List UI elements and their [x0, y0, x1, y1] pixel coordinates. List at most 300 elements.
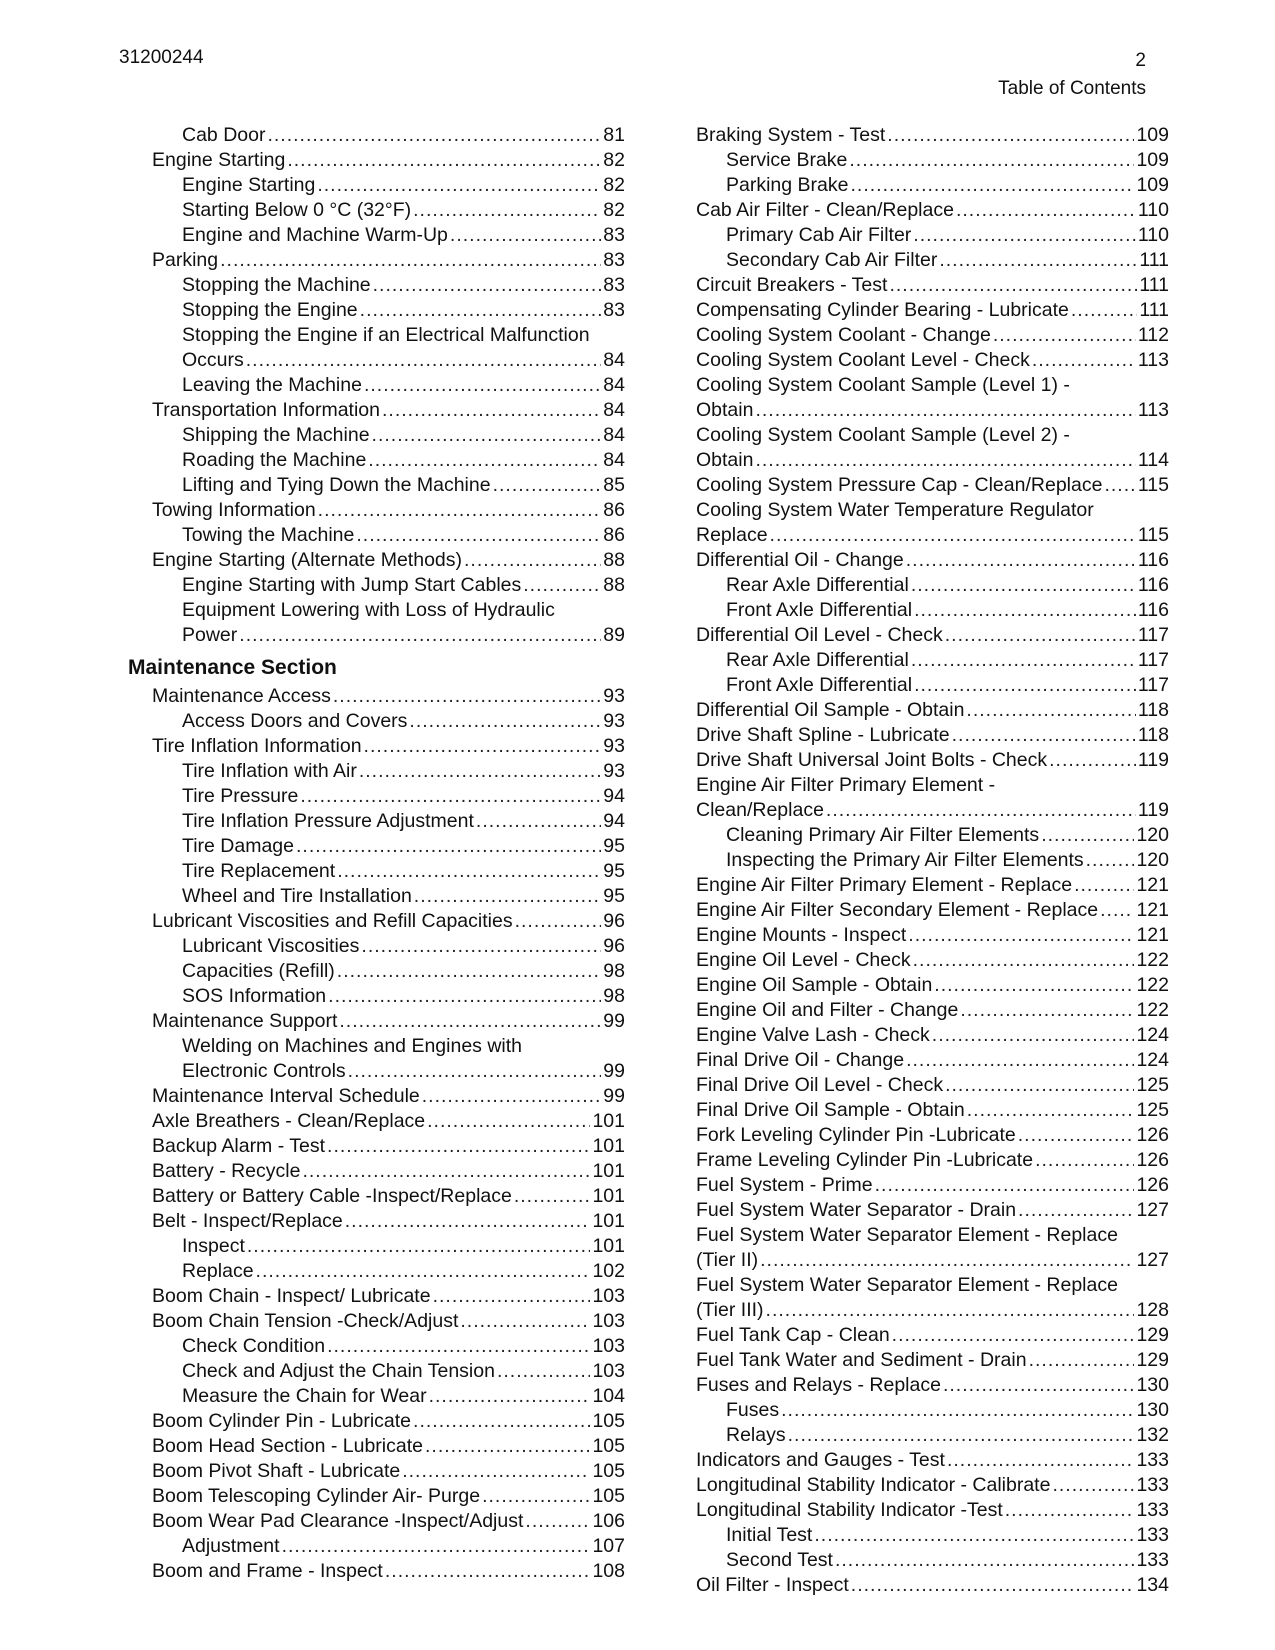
toc-entry-page: 133 [1136, 1499, 1169, 1521]
toc-entry[interactable] [128, 984, 625, 1009]
toc-entry-page: 104 [592, 1385, 625, 1407]
dot-leader [966, 698, 1135, 723]
toc-entry[interactable] [696, 1198, 1169, 1223]
toc-entry-title: Fuel System Water Separator Element - Replace [696, 1224, 1118, 1246]
toc-entry[interactable] [128, 323, 625, 373]
dot-leader [913, 948, 1135, 973]
toc-entry[interactable] [696, 1498, 1169, 1523]
toc-entry-page: 113 [1137, 399, 1169, 421]
dot-leader [781, 1398, 1134, 1423]
toc-entry[interactable] [696, 1123, 1169, 1148]
toc-entry[interactable] [696, 1273, 1169, 1323]
toc-entry[interactable] [128, 959, 625, 984]
toc-entry[interactable] [696, 323, 1169, 348]
dot-leader [247, 1234, 591, 1259]
toc-entry[interactable] [128, 709, 625, 734]
toc-entry[interactable] [128, 1484, 625, 1509]
toc-entry-title: Frame Leveling Cylinder Pin -Lubricate [696, 1149, 1034, 1171]
toc-entry[interactable] [696, 1148, 1169, 1173]
toc-entry[interactable] [696, 1348, 1169, 1373]
toc-entry-page: 109 [1136, 149, 1169, 171]
toc-entry-page: 83 [603, 249, 625, 271]
toc-entry-page: 110 [1137, 199, 1169, 221]
toc-entry[interactable] [696, 998, 1169, 1023]
toc-entry-title: Boom Chain - Inspect/ Lubricate [152, 1285, 431, 1307]
toc-entry[interactable] [696, 173, 1169, 198]
toc-entry[interactable] [128, 498, 625, 523]
toc-entry-title: Starting Below 0 °C (32°F) [182, 199, 412, 221]
toc-entry-page: 126 [1136, 1124, 1169, 1146]
toc-entry-page: 134 [1136, 1574, 1169, 1596]
toc-entry-page: 99 [603, 1010, 625, 1032]
toc-entry[interactable] [128, 148, 625, 173]
toc-entry-page: 110 [1137, 224, 1169, 246]
toc-entry-title: SOS Information [182, 985, 327, 1007]
toc-entry-title-cont: Power [182, 624, 238, 646]
toc-entry-page: 88 [603, 549, 625, 571]
toc-entry[interactable] [696, 873, 1169, 898]
toc-entry-page: 122 [1136, 999, 1169, 1021]
toc-entry-page: 83 [603, 299, 625, 321]
toc-entry[interactable] [128, 423, 625, 448]
toc-entry-title: Cooling System Coolant Sample (Level 2) - [696, 424, 1070, 446]
toc-entry-page: 105 [592, 1460, 625, 1482]
toc-entry[interactable] [696, 498, 1169, 548]
toc-entry-title-cont: (Tier III) [696, 1299, 764, 1321]
dot-leader [770, 523, 1136, 548]
toc-entry-title: Check Condition [182, 1335, 326, 1357]
toc-entry-title: Maintenance Access [152, 685, 331, 707]
toc-entry-title-cont: Occurs [182, 349, 244, 371]
toc-entry[interactable] [128, 1459, 625, 1484]
toc-entry-title: Cooling System Coolant - Change [696, 324, 991, 346]
document-number: 31200244 [119, 47, 204, 68]
toc-entry[interactable] [128, 198, 625, 223]
toc-entry[interactable] [128, 223, 625, 248]
toc-entry[interactable] [696, 1473, 1169, 1498]
toc-entry-title: Fork Leveling Cylinder Pin -Lubricate [696, 1124, 1016, 1146]
toc-entry-page: 98 [603, 960, 625, 982]
dot-leader [892, 1323, 1135, 1348]
toc-entry-page: 102 [592, 1260, 625, 1282]
toc-entry-page: 95 [603, 885, 625, 907]
dot-leader [1100, 898, 1134, 923]
toc-entry[interactable] [696, 273, 1169, 298]
dot-leader [914, 673, 1136, 698]
toc-entry-page: 101 [592, 1210, 625, 1232]
dot-leader [911, 648, 1136, 673]
toc-entry-title-cont: Obtain [696, 399, 754, 421]
toc-entry-title: Tire Inflation Pressure Adjustment [182, 810, 474, 832]
dot-leader [960, 998, 1134, 1023]
toc-entry[interactable] [128, 784, 625, 809]
toc-entry[interactable] [128, 1534, 625, 1559]
toc-entry[interactable] [696, 1173, 1169, 1198]
toc-entry[interactable] [128, 684, 625, 709]
toc-entry-page: 119 [1137, 799, 1169, 821]
dot-leader [296, 834, 601, 859]
toc-entry-title-cont: Clean/Replace [696, 799, 824, 821]
dot-leader [906, 548, 1136, 573]
toc-entry-title: Front Axle Differential [726, 599, 913, 621]
dot-leader [422, 1084, 602, 1109]
toc-entry-page: 103 [592, 1360, 625, 1382]
toc-entry-title: Boom Wear Pad Clearance -Inspect/Adjust [152, 1510, 524, 1532]
dot-leader [908, 923, 1134, 948]
toc-entry-page: 98 [603, 985, 625, 1007]
toc-entry-page: 112 [1137, 324, 1169, 346]
dot-leader [413, 1409, 590, 1434]
toc-entry[interactable] [696, 623, 1169, 648]
toc-entry-page: 124 [1136, 1049, 1169, 1071]
dot-leader [849, 148, 1134, 173]
toc-entry[interactable] [128, 1009, 625, 1034]
toc-entry-page: 82 [603, 174, 625, 196]
toc-entry[interactable] [696, 198, 1169, 223]
toc-entry-title: Belt - Inspect/Replace [152, 1210, 343, 1232]
dot-leader [364, 373, 601, 398]
dot-leader [755, 398, 1135, 423]
toc-entry[interactable] [696, 773, 1169, 823]
toc-entry[interactable] [696, 1098, 1169, 1123]
toc-entry[interactable] [128, 273, 625, 298]
toc-entry[interactable] [696, 698, 1169, 723]
toc-entry-title: Access Doors and Covers [182, 710, 408, 732]
toc-entry[interactable] [696, 473, 1169, 498]
toc-entry-page: 130 [1136, 1374, 1169, 1396]
toc-entry-page: 133 [1136, 1474, 1169, 1496]
toc-entry-page: 111 [1139, 299, 1169, 321]
toc-entry[interactable] [696, 423, 1169, 473]
toc-entry-page: 82 [603, 149, 625, 171]
dot-leader [372, 423, 602, 448]
toc-entry[interactable] [128, 1334, 625, 1359]
toc-entry-title: Battery - Recycle [152, 1160, 301, 1182]
toc-entry[interactable] [128, 373, 625, 398]
toc-entry-page: 125 [1136, 1074, 1169, 1096]
dot-leader [368, 448, 601, 473]
toc-entry[interactable] [128, 759, 625, 784]
toc-entry[interactable] [696, 1223, 1169, 1273]
toc-entry[interactable] [128, 1284, 625, 1309]
toc-entry[interactable] [696, 1323, 1169, 1348]
toc-entry[interactable] [696, 1373, 1169, 1398]
toc-entry-page: 127 [1136, 1249, 1169, 1271]
toc-entry[interactable] [696, 148, 1169, 173]
dot-leader [460, 1309, 590, 1334]
toc-entry[interactable] [696, 923, 1169, 948]
toc-entry[interactable] [128, 1259, 625, 1284]
toc-entry-title: Second Test [726, 1549, 833, 1571]
toc-entry-page: 93 [603, 760, 625, 782]
dot-leader [851, 1573, 1135, 1598]
toc-entry-page: 118 [1137, 724, 1169, 746]
toc-entry[interactable] [128, 548, 625, 573]
toc-entry-page: 86 [603, 524, 625, 546]
toc-entry[interactable] [696, 748, 1169, 773]
toc-entry[interactable] [696, 1023, 1169, 1048]
dot-leader [760, 1248, 1134, 1273]
toc-entry-title: Drive Shaft Universal Joint Bolts - Check [696, 749, 1048, 771]
toc-entry[interactable] [128, 1384, 625, 1409]
toc-entry[interactable] [128, 298, 625, 323]
toc-entry-page: 117 [1137, 624, 1169, 646]
toc-entry-page: 84 [603, 374, 625, 396]
toc-entry-page: 133 [1136, 1549, 1169, 1571]
toc-entry-title: Cleaning Primary Air Filter Elements [726, 824, 1040, 846]
dot-leader [913, 223, 1136, 248]
toc-entry-title: Cab Air Filter - Clean/Replace [696, 199, 954, 221]
dot-leader [887, 123, 1134, 148]
toc-entry[interactable] [696, 348, 1169, 373]
toc-entry[interactable] [128, 1134, 625, 1159]
dot-leader [956, 198, 1136, 223]
toc-left-column [128, 123, 625, 1584]
toc-entry-page: 89 [603, 624, 625, 646]
toc-entry-title: Boom Chain Tension -Check/Adjust [152, 1310, 459, 1332]
toc-entry[interactable] [696, 548, 1169, 573]
toc-entry-page: 115 [1137, 474, 1169, 496]
toc-entry-page: 103 [592, 1285, 625, 1307]
dot-leader [359, 759, 601, 784]
dot-leader [1104, 473, 1135, 498]
toc-entry[interactable] [128, 398, 625, 423]
toc-entry-title: Fuses [726, 1399, 780, 1421]
dot-leader [755, 448, 1135, 473]
toc-entry[interactable] [128, 1159, 625, 1184]
dot-leader [246, 348, 602, 373]
toc-entry[interactable] [128, 173, 625, 198]
toc-entry[interactable] [696, 573, 1169, 598]
toc-entry-title: Lubricant Viscosities [182, 935, 360, 957]
toc-entry[interactable] [128, 1509, 625, 1534]
toc-entry[interactable] [128, 1084, 625, 1109]
toc-entry-page: 132 [1136, 1424, 1169, 1446]
toc-entry-title: Replace [182, 1260, 254, 1282]
dot-leader [345, 1209, 591, 1234]
toc-entry-page: 84 [603, 449, 625, 471]
toc-entry[interactable] [128, 1434, 625, 1459]
toc-right-column [696, 123, 1169, 1598]
toc-entry-title: Wheel and Tire Installation [182, 885, 412, 907]
toc-entry-page: 83 [603, 224, 625, 246]
toc-entry-title: Rear Axle Differential [726, 649, 909, 671]
toc-list-operation [128, 123, 625, 648]
toc-entry[interactable] [696, 723, 1169, 748]
toc-entry-page: 84 [603, 424, 625, 446]
dot-leader [256, 1259, 591, 1284]
toc-entry[interactable] [696, 248, 1169, 273]
toc-entry-page: 121 [1136, 874, 1169, 896]
toc-entry[interactable] [696, 973, 1169, 998]
toc-entry[interactable] [128, 859, 625, 884]
toc-entry-title: Backup Alarm - Test [152, 1135, 326, 1157]
toc-entry[interactable] [128, 1409, 625, 1434]
toc-entry-title: Initial Test [726, 1524, 813, 1546]
toc-entry-title: Compensating Cylinder Bearing - Lubricate [696, 299, 1069, 321]
toc-entry[interactable] [696, 223, 1169, 248]
dot-leader [1035, 1148, 1134, 1173]
toc-entry-page: 119 [1137, 749, 1169, 771]
toc-entry-title: Engine Starting [182, 174, 316, 196]
toc-entry[interactable] [696, 648, 1169, 673]
toc-entry[interactable] [128, 523, 625, 548]
toc-entry-page: 128 [1136, 1299, 1169, 1321]
dot-leader [945, 623, 1136, 648]
dot-leader [333, 684, 601, 709]
toc-entry[interactable] [128, 1559, 625, 1584]
toc-entry-title: Maintenance Interval Schedule [152, 1085, 420, 1107]
toc-entry[interactable] [128, 909, 625, 934]
dot-leader [414, 884, 602, 909]
toc-entry-title: Engine Mounts - Inspect [696, 924, 907, 946]
toc-entry-page: 130 [1136, 1399, 1169, 1421]
toc-entry-title: Front Axle Differential [726, 674, 913, 696]
toc-entry[interactable] [696, 1573, 1169, 1598]
toc-entry[interactable] [696, 1548, 1169, 1573]
toc-entry-title: Tire Inflation Information [152, 735, 362, 757]
toc-entry-page: 96 [603, 935, 625, 957]
toc-entry-page: 122 [1136, 974, 1169, 996]
dot-leader [385, 1559, 591, 1584]
dot-leader [932, 1023, 1135, 1048]
toc-entry-page: 107 [592, 1535, 625, 1557]
toc-entry-page: 111 [1139, 274, 1169, 296]
dot-leader [476, 809, 601, 834]
toc-entry[interactable] [128, 834, 625, 859]
dot-leader [515, 909, 602, 934]
toc-entry-title: Stopping the Engine [182, 299, 358, 321]
toc-entry-page: 101 [592, 1235, 625, 1257]
dot-leader [361, 934, 601, 959]
dot-leader [482, 1484, 590, 1509]
toc-entry[interactable] [128, 248, 625, 273]
toc-entry-page: 103 [592, 1335, 625, 1357]
toc-entry-title: Equipment Lowering with Loss of Hydraulic [182, 599, 555, 621]
toc-entry-title: Fuel Tank Water and Sediment - Drain [696, 1349, 1027, 1371]
dot-leader [525, 1509, 590, 1534]
toc-entry-title: Cooling System Pressure Cap - Clean/Replace [696, 474, 1103, 496]
toc-entry-title: Differential Oil - Change [696, 549, 904, 571]
page-header [998, 47, 1146, 103]
toc-entry-title: Longitudinal Stability Indicator - Calibrate [696, 1474, 1051, 1496]
toc-entry-title: Adjustment [182, 1535, 280, 1557]
toc-entry-page: 82 [603, 199, 625, 221]
toc-entry[interactable] [128, 448, 625, 473]
toc-entry-page: 94 [603, 785, 625, 807]
toc-entry-title: Drive Shaft Spline - Lubricate [696, 724, 950, 746]
toc-entry-page: 105 [592, 1485, 625, 1507]
toc-entry[interactable] [696, 1448, 1169, 1473]
toc-entry-page: 120 [1136, 849, 1169, 871]
toc-entry[interactable] [696, 848, 1169, 873]
toc-entry-title: Leaving the Machine [182, 374, 362, 396]
dot-leader [850, 173, 1134, 198]
toc-entry-title: Cooling System Coolant Sample (Level 1) - [696, 374, 1070, 396]
toc-entry-page: 117 [1137, 649, 1169, 671]
toc-entry[interactable] [696, 298, 1169, 323]
toc-entry-page: 85 [603, 474, 625, 496]
toc-entry-page: 120 [1136, 824, 1169, 846]
toc-entry[interactable] [696, 1523, 1169, 1548]
toc-entry-title: Tire Inflation with Air [182, 760, 357, 782]
toc-entry[interactable] [128, 809, 625, 834]
toc-entry-page: 105 [592, 1435, 625, 1457]
toc-entry[interactable] [696, 598, 1169, 623]
toc-entry[interactable] [128, 884, 625, 909]
toc-entry[interactable] [696, 1398, 1169, 1423]
dot-leader [906, 1048, 1134, 1073]
toc-entry[interactable] [128, 1184, 625, 1209]
dot-leader [875, 1173, 1135, 1198]
dot-leader [239, 623, 601, 648]
toc-entry-title: Engine Oil and Filter - Change [696, 999, 959, 1021]
toc-entry[interactable] [696, 898, 1169, 923]
toc-entry-page: 93 [603, 710, 625, 732]
toc-entry-title: Measure the Chain for Wear [182, 1385, 427, 1407]
toc-entry[interactable] [128, 123, 625, 148]
toc-entry-page: 127 [1136, 1199, 1169, 1221]
toc-entry-page: 101 [592, 1110, 625, 1132]
dot-leader [402, 1459, 590, 1484]
toc-entry[interactable] [128, 573, 625, 598]
dot-leader [337, 959, 602, 984]
toc-entry[interactable] [696, 373, 1169, 423]
toc-entry-page: 111 [1139, 249, 1169, 271]
toc-entry-page: 88 [603, 574, 625, 596]
toc-entry[interactable] [128, 598, 625, 648]
toc-entry-page: 84 [603, 399, 625, 421]
dot-leader [814, 1523, 1134, 1548]
toc-entry-title: Engine Oil Sample - Obtain [696, 974, 933, 996]
toc-entry-title: Transportation Information [152, 399, 380, 421]
toc-entry[interactable] [128, 1359, 625, 1384]
toc-entry[interactable] [128, 473, 625, 498]
toc-entry-title: Shipping the Machine [182, 424, 370, 446]
toc-entry[interactable] [128, 1234, 625, 1259]
toc-entry-title: Tire Pressure [182, 785, 299, 807]
toc-entry-title-cont: (Tier II) [696, 1249, 759, 1271]
toc-entry[interactable] [696, 948, 1169, 973]
toc-entry-page: 125 [1136, 1099, 1169, 1121]
toc-entry-title: Engine Air Filter Primary Element - Replace [696, 874, 1073, 896]
dot-leader [287, 148, 601, 173]
toc-entry-title: Oil Filter - Inspect [696, 1574, 849, 1596]
toc-entry[interactable] [696, 123, 1169, 148]
toc-entry[interactable] [128, 1034, 625, 1084]
toc-entry-page: 121 [1136, 924, 1169, 946]
toc-entry-title: Braking System - Test [696, 124, 886, 146]
toc-entry[interactable] [128, 1209, 625, 1234]
toc-entry-title: Engine Air Filter Secondary Element - Replace [696, 899, 1099, 921]
toc-entry[interactable] [696, 673, 1169, 698]
toc-entry[interactable] [128, 734, 625, 759]
toc-entry[interactable] [696, 1073, 1169, 1098]
toc-entry-page: 95 [603, 835, 625, 857]
toc-entry[interactable] [696, 1048, 1169, 1073]
toc-entry-title: Primary Cab Air Filter [726, 224, 912, 246]
toc-entry[interactable] [696, 1423, 1169, 1448]
dot-leader [327, 1134, 590, 1159]
dot-leader [523, 573, 601, 598]
toc-entry-title: Towing the Machine [182, 524, 355, 546]
toc-entry[interactable] [128, 934, 625, 959]
dot-leader [1029, 1348, 1135, 1373]
toc-entry[interactable] [696, 823, 1169, 848]
dot-leader [427, 1109, 590, 1134]
toc-entry[interactable] [128, 1309, 625, 1334]
toc-entry[interactable] [128, 1109, 625, 1134]
